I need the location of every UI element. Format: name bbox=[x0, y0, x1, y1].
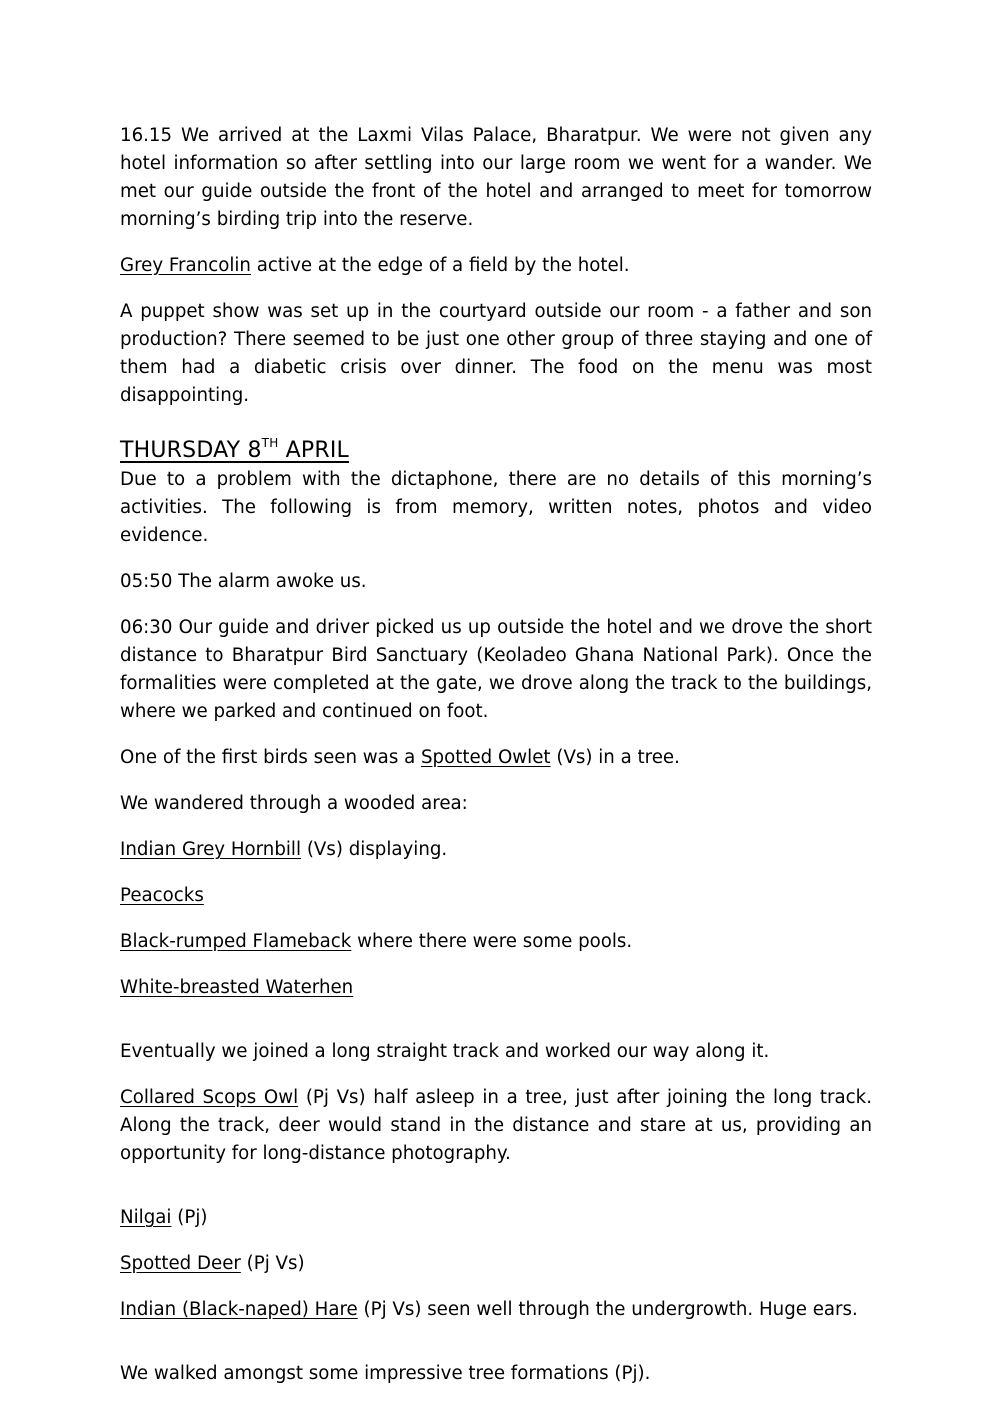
paragraph-alarm: 05:50 The alarm awoke us. bbox=[120, 571, 367, 592]
list-text: One of the first birds seen was a bbox=[120, 747, 421, 768]
list-text: (Vs) displaying. bbox=[301, 839, 448, 860]
list-item bbox=[120, 882, 872, 910]
species-name: Peacocks bbox=[120, 885, 204, 906]
day-heading bbox=[120, 436, 349, 466]
list-item bbox=[120, 1204, 872, 1232]
species-name: Indian (Black-naped) Hare bbox=[120, 1299, 358, 1320]
list-item bbox=[120, 928, 872, 956]
paragraph-puppet-show: A puppet show was set up in the courtyard outside our room - a father and son production? There seemed to be just one other group of three staying and one of them had a diabetic crisis over dinner. The food on the menu was most disappointing. bbox=[120, 301, 872, 406]
paragraph-long-track: Eventually we joined a long straight track and worked our way along it. bbox=[120, 1041, 770, 1062]
paragraph-scops-owl bbox=[120, 1084, 872, 1168]
list-item: We wandered through a wooded area: bbox=[120, 793, 468, 814]
species-name: Spotted Deer bbox=[120, 1253, 241, 1274]
paragraph-pickup: 06:30 Our guide and driver picked us up outside the hotel and we drove the short distance to Bharatpur Bird Sanctuary (Keoladeo Ghana National Park). Once the formalities were completed at the gate, we drove along the track to the buildings, where we parked and continued on foot. bbox=[120, 617, 872, 722]
list-text: (Pj Vs) seen well through the undergrowth. Huge ears. bbox=[357, 1299, 858, 1320]
species-name: Collared Scops Owl bbox=[120, 1087, 299, 1108]
list-item bbox=[120, 974, 872, 1002]
sightings-list-2 bbox=[120, 1204, 872, 1324]
species-name: Spotted Owlet bbox=[421, 747, 551, 768]
spacer bbox=[120, 1020, 872, 1038]
paragraph-text: (Pj Vs) half asleep in a tree, just after joining the long track. Along the track, deer would stand in the distance and stare at us, providing an opportunity for long-distance photography. bbox=[120, 1087, 872, 1164]
heading-text: THURSDAY 8 bbox=[120, 438, 262, 463]
species-name: Grey Francolin bbox=[120, 255, 251, 276]
heading-text: APRIL bbox=[278, 438, 349, 463]
list-item bbox=[120, 1250, 872, 1278]
list-text: (Pj Vs) bbox=[240, 1253, 305, 1274]
list-item bbox=[120, 836, 872, 864]
sightings-list-1 bbox=[120, 744, 872, 1002]
list-text: (Pj) bbox=[171, 1207, 208, 1228]
list-text: (Vs) in a tree. bbox=[550, 747, 680, 768]
species-name: White-breasted Waterhen bbox=[120, 977, 354, 998]
species-name: Indian Grey Hornbill bbox=[120, 839, 302, 860]
paragraph-grey-francolin bbox=[120, 252, 872, 280]
document-page bbox=[120, 122, 872, 1406]
species-name: Nilgai bbox=[120, 1207, 172, 1228]
list-item bbox=[120, 744, 872, 772]
paragraph-dictaphone: Due to a problem with the dictaphone, there are no details of this morning’s activities. The following is from memory, written notes, photos and video evidence. bbox=[120, 469, 872, 546]
paragraph-text: active at the edge of a field by the hotel. bbox=[250, 255, 630, 276]
species-name: Black-rumped Flameback bbox=[120, 931, 352, 952]
paragraph-tree-formations: We walked amongst some impressive tree formations (Pj). bbox=[120, 1363, 651, 1384]
heading-superscript: TH bbox=[261, 435, 279, 450]
spacer bbox=[120, 1342, 872, 1360]
list-text: where there were some pools. bbox=[351, 931, 633, 952]
list-item bbox=[120, 1296, 872, 1324]
paragraph-arrival: 16.15 We arrived at the Laxmi Vilas Palace, Bharatpur. We were not given any hotel information so after settling into our large room we went for a wander. We met our guide outside the front of the hotel and arranged to meet for tomorrow morning’s birding trip into the reserve. bbox=[120, 125, 872, 230]
spacer bbox=[120, 1186, 872, 1204]
